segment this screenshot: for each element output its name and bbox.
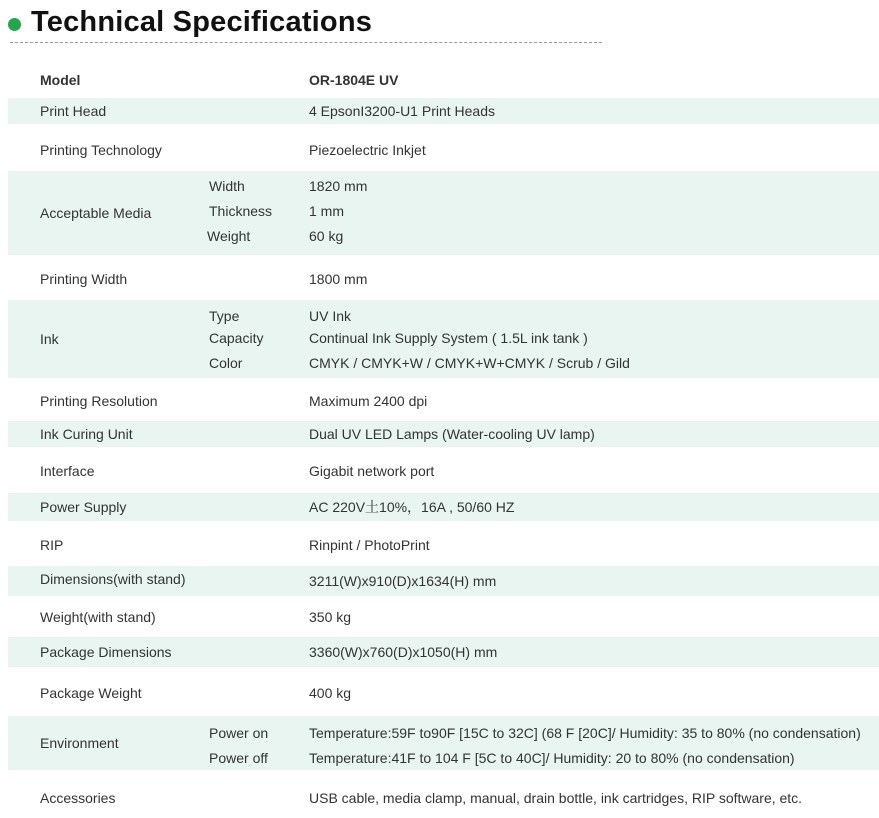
spec-label: RIP <box>40 537 64 553</box>
spec-label: Package Dimensions <box>40 644 172 660</box>
spec-value: 4 EpsonI3200-U1 Print Heads <box>309 103 495 119</box>
spec-sub-label: Power on <box>209 725 269 741</box>
spec-label: Printing Technology <box>40 142 162 158</box>
spec-sub-label: Width <box>209 178 245 194</box>
spec-value: Maximum 2400 dpi <box>309 393 428 409</box>
spec-label: Power Supply <box>40 499 127 515</box>
page-title: Technical Specifications <box>31 5 373 38</box>
spec-sub-label: Color <box>209 355 243 371</box>
spec-label: Dimensions(with stand) <box>40 571 186 587</box>
spec-value: 3211(W)x910(D)x1634(H) mm <box>309 573 497 589</box>
spec-row-model <box>8 62 879 98</box>
spec-label: Printing Width <box>40 271 128 287</box>
spec-value: 400 kg <box>309 685 352 701</box>
spec-label: Print Head <box>40 103 107 119</box>
spec-label: Weight(with stand) <box>40 609 156 625</box>
spec-sub-label: Capacity <box>209 330 264 346</box>
spec-value: 1 mm <box>309 203 344 219</box>
spec-value: Piezoelectric Inkjet <box>309 142 426 158</box>
spec-sub-label: Power off <box>209 750 268 766</box>
spec-row-printing-technology <box>8 130 879 170</box>
spec-row-print-head <box>8 98 879 124</box>
spec-value: OR-1804E UV <box>309 72 399 88</box>
spec-row-weight <box>8 598 879 636</box>
spec-value: 3360(W)x760(D)x1050(H) mm <box>309 644 498 660</box>
spec-value: AC 220V土10%，16A , 50/60 HZ <box>309 499 515 515</box>
spec-row-ink-curing-unit <box>8 421 879 447</box>
spec-label: Model <box>40 72 81 88</box>
spec-value: Gigabit network port <box>309 463 435 479</box>
spec-value: Continual Ink Supply System ( 1.5L ink tank ) <box>309 330 588 346</box>
spec-label: Ink <box>40 331 59 347</box>
spec-value: 1800 mm <box>309 271 368 287</box>
spec-label: Acceptable Media <box>40 205 152 221</box>
spec-label: Package Weight <box>40 685 142 701</box>
spec-value: 1820 mm <box>309 178 368 194</box>
dashed-divider <box>10 42 602 43</box>
spec-label: Accessories <box>40 790 116 806</box>
spec-row-environment <box>8 716 879 770</box>
spec-value: Rinpint / PhotoPrint <box>309 537 430 553</box>
spec-label: Environment <box>40 735 119 751</box>
spec-sub-label: Type <box>209 308 240 324</box>
spec-sub-label: Thickness <box>209 203 273 219</box>
spec-value: Temperature:41F to 104 F [5C to 40C]/ Humidity: 20 to 80% (no condensation) <box>309 750 795 766</box>
spec-row-package-weight <box>8 672 879 714</box>
spec-value: USB cable, media clamp, manual, drain bottle, ink cartridges, RIP software, etc. <box>309 790 803 806</box>
spec-label: Interface <box>40 463 95 479</box>
spec-row-printing-width <box>8 259 879 299</box>
spec-sub-label: Weight <box>207 228 251 244</box>
spec-row-accessories <box>8 778 879 818</box>
spec-row-printing-resolution <box>8 382 879 420</box>
spec-value: UV Ink <box>309 308 352 324</box>
section-header <box>8 2 372 42</box>
spec-value: 350 kg <box>309 609 352 625</box>
spec-row-acceptable-media <box>8 171 879 255</box>
spec-row-package-dimensions <box>8 637 879 667</box>
spec-label: Printing Resolution <box>40 393 158 409</box>
spec-row-interface <box>8 451 879 491</box>
spec-value: Dual UV LED Lamps (Water-cooling UV lamp) <box>309 426 595 442</box>
green-bullet-icon <box>8 18 21 31</box>
spec-value: CMYK / CMYK+W / CMYK+W+CMYK / Scrub / Gild <box>309 355 630 371</box>
spec-row-ink <box>8 300 879 378</box>
spec-row-rip <box>8 525 879 565</box>
spec-value: 60 kg <box>309 228 344 244</box>
spec-label: Ink Curing Unit <box>40 426 133 442</box>
spec-row-power-supply <box>8 493 879 521</box>
spec-value: Temperature:59F to90F [15C to 32C] (68 F [20C]/ Humidity: 35 to 80% (no condensation) <box>309 725 861 741</box>
spec-row-dimensions <box>8 566 879 596</box>
